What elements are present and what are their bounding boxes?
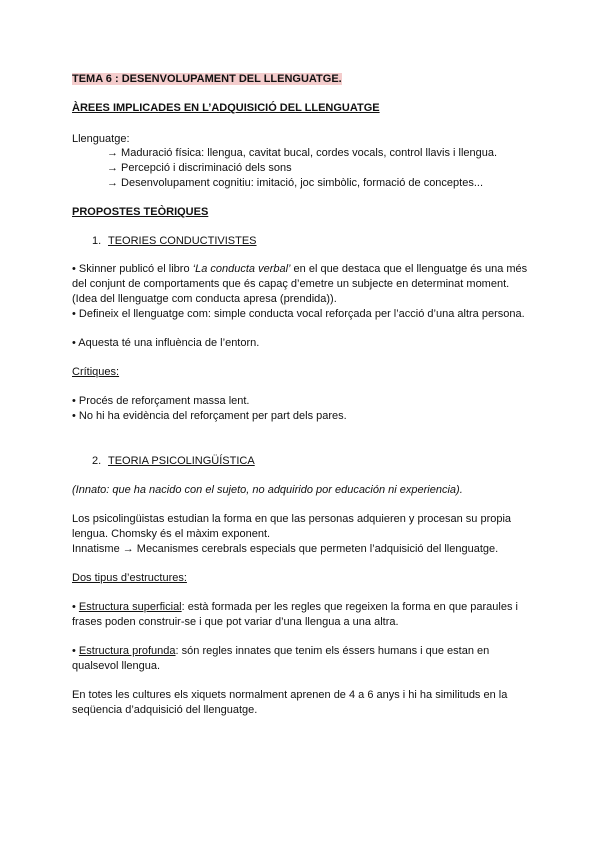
- definition-paragraph: • Defineix el llenguatge com: simple conducta vocal reforçada per l’acció d’una altra persona.: [72, 308, 525, 320]
- structures-label: Dos tipus d’estructures:: [72, 572, 187, 584]
- critique-item: • No hi ha evidència del reforçament per part dels pares.: [72, 410, 347, 422]
- surface-structure-paragraph: • Estructura superficial: està formada per les regles que regeixen la forma en que paraules i frases poden construir-se i que pot variar d’una llengua a una altra.: [72, 601, 518, 628]
- theory-title-psycholinguistic: TEORIA PSICOLINGÜÍSTICA: [108, 455, 255, 467]
- llenguatge-label: Llenguatge:: [72, 133, 130, 145]
- innate-note: (Innato: que ha nacido con el sujeto, no adquirido por educación ni experiencia).: [72, 484, 463, 496]
- critique-item: • Procés de reforçament massa lent.: [72, 395, 250, 407]
- theory-number: 1.: [92, 235, 102, 247]
- list-item: → Desenvolupament cognitiu: imitació, joc simbòlic, formació de conceptes...: [107, 177, 484, 189]
- deep-structure-paragraph: • Estructura profunda: són regles innates que tenim els éssers humans i que estan en qualsevol llengua.: [72, 645, 490, 672]
- critiques-label: Crítiques:: [72, 366, 120, 378]
- influence-paragraph: • Aquesta té una influència de l’entorn.: [72, 337, 260, 349]
- list-item: → Maduració física: llengua, cavitat bucal, cordes vocals, control llavis i llengua.: [107, 147, 498, 159]
- section-heading-proposals: PROPOSTES TEÒRIQUES: [72, 206, 209, 218]
- skinner-paragraph: • Skinner publicó el libro ‘La conducta verbal’ en el que destaca que el llenguatge és una més del conjunt de comportaments que és capaç d’emetre un subjecte en determinat moment. (Idea del llenguatge com conducta apresa (prendida)).: [72, 263, 528, 305]
- closing-paragraph: En totes les cultures els xiquets normalment aprenen de 4 a 6 anys i hi ha similituds en la seqüencia d’adquisició del llenguatge.: [72, 689, 508, 716]
- surface-structure-term: Estructura superficial: [78, 601, 182, 613]
- section-heading-areas: ÀREES IMPLICADES EN L’ADQUISICIÓ DEL LLENGUATGE: [72, 102, 380, 114]
- theory-title-conductivist: TEORIES CONDUCTIVISTES: [108, 235, 257, 247]
- book-title: ‘La conducta verbal’: [192, 263, 291, 275]
- theory-number: 2.: [92, 455, 102, 467]
- list-item: → Percepció i discriminació dels sons: [107, 162, 292, 174]
- innatism-line: Innatisme → Mecanismes cerebrals especials que permeten l’adquisició del llenguatge.: [72, 543, 499, 555]
- page-title: TEMA 6 : DESENVOLUPAMENT DEL LLENGUATGE.: [72, 73, 342, 85]
- deep-structure-term: Estructura profunda: [78, 645, 176, 657]
- psycholinguists-line-1: Los psicolingüistas estudian la forma en que las personas adquieren y procesan su propia: [72, 513, 512, 525]
- psycholinguists-line-2: lengua. Chomsky és el màxim exponent.: [72, 528, 271, 540]
